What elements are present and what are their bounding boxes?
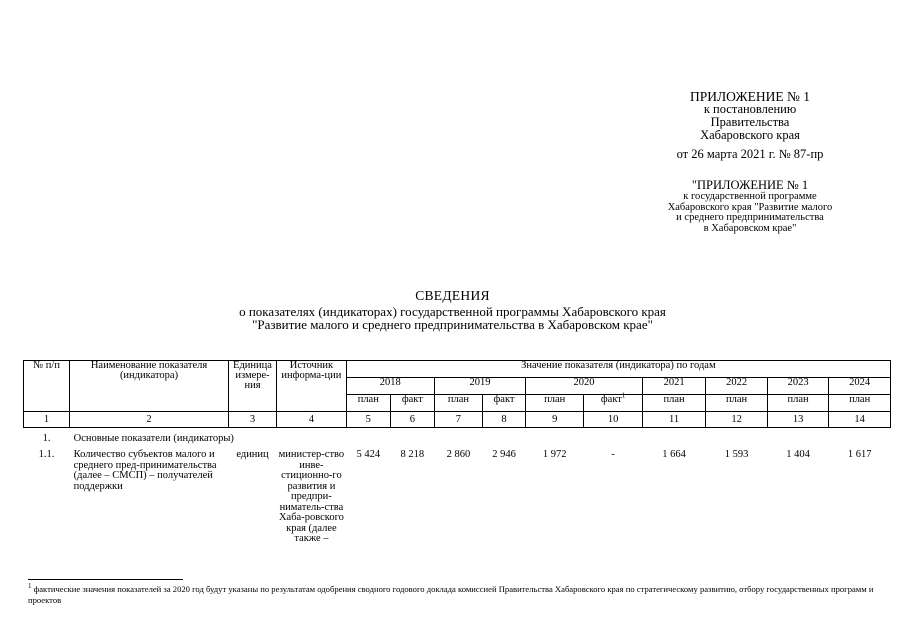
header-year: 2023 [767, 378, 828, 395]
section-row [24, 428, 891, 451]
appendix-1-line: к постановлению [703, 102, 797, 116]
col-number: 1 [24, 412, 70, 428]
value-2020-plan: 1 972 [542, 449, 567, 460]
header-year: 2024 [829, 378, 891, 395]
value-2024-plan: 1 617 [847, 449, 872, 460]
col-number: 8 [483, 412, 526, 428]
appendix-1-line: Правительства [710, 115, 790, 129]
header-plan: план [434, 395, 482, 412]
footnote-mark: 1 [621, 391, 626, 400]
appendix-1-title: ПРИЛОЖЕНИЕ № 1 [689, 89, 811, 104]
header-num: № п/п [24, 361, 70, 412]
col-number: 9 [526, 412, 584, 428]
col-number: 14 [829, 412, 891, 428]
header-unit: Единица измере-ния [228, 361, 276, 412]
header-year: 2019 [434, 378, 525, 395]
table-row [24, 450, 891, 545]
value-2020-fact: - [611, 449, 615, 460]
header-fact: факт [600, 394, 622, 405]
appendix-2-line: к государственной программе [683, 191, 817, 202]
appendix-1-date: от 26 марта 2021 г. № 87-пр [676, 147, 824, 161]
col-number: 3 [228, 412, 276, 428]
subtitle-line-2: "Развитие малого и среднего предпринимательства в Хабаровском крае" [252, 316, 653, 332]
appendix-2-line: и среднего предпринимательства [676, 212, 824, 223]
row-number: 1.1. [38, 449, 55, 460]
document-subtitle [0, 306, 905, 331]
header-fact-footnoted [584, 391, 642, 412]
appendix-1-line: Хабаровского края [700, 128, 800, 142]
col-number: 10 [584, 412, 642, 428]
footnote-divider [28, 579, 183, 580]
indicators-table [23, 360, 891, 545]
header-name: Наименование показателя (индикатора) [70, 361, 229, 412]
header-plan: план [706, 395, 767, 412]
col-number: 6 [390, 412, 434, 428]
header-values-group: Значение показателя (индикатора) по годам [346, 361, 890, 378]
value-2022-plan: 1 593 [724, 449, 749, 460]
footnote-mark: 1 [28, 582, 32, 591]
header-plan: план [767, 395, 828, 412]
appendix-2-line: Хабаровского края "Развитие малого [667, 201, 833, 213]
appendix-2-title: "ПРИЛОЖЕНИЕ № 1 [691, 178, 809, 192]
col-number: 4 [277, 412, 347, 428]
header-plan: план [829, 395, 891, 412]
col-number: 12 [706, 412, 767, 428]
footnote [28, 584, 888, 606]
header-plan: план [526, 395, 584, 412]
header-fact: факт [483, 395, 526, 412]
header-year: 2021 [642, 378, 706, 395]
subtitle-line-1: о показателях (индикаторах) государственной программы Хабаровского края [239, 304, 666, 319]
col-number: 5 [346, 412, 390, 428]
header-plan: план [346, 395, 390, 412]
header-fact: факт [390, 395, 434, 412]
section-title: Основные показатели (индикаторы) [73, 433, 234, 444]
value-2019-plan: 2 860 [446, 449, 471, 460]
row-indicator-name: Количество субъектов малого и среднего пред-принимательства (далее – СМСП) – получателей поддержки [73, 449, 217, 492]
col-number: 7 [434, 412, 482, 428]
value-2019-fact: 2 946 [492, 449, 516, 460]
header-year: 2020 [526, 378, 643, 395]
footnote-text: фактические значения показателей за 2020 год будут указаны по результатам одобрения сводного годового доклада комиссией Правительства Хабаровского края по стратегическому развитию, отбору государственных программ и проектов [28, 584, 874, 605]
column-numbers-row [24, 412, 891, 428]
header-year: 2018 [346, 378, 434, 395]
section-number: 1. [42, 433, 51, 444]
value-2018-fact: 8 218 [400, 449, 425, 460]
col-number: 2 [70, 412, 229, 428]
document-title: СВЕДЕНИЯ [415, 288, 490, 303]
value-2021-plan: 1 664 [662, 449, 686, 460]
header-year: 2022 [706, 378, 767, 395]
row-source: министер-ство инве-стиционно-го развития и предпри-ниматель-ства Хаба-ровского края (далее также – [278, 449, 345, 544]
value-2023-plan: 1 404 [786, 449, 810, 460]
col-number: 11 [642, 412, 706, 428]
appendix-2-line: в Хабаровском крае" [703, 222, 797, 234]
appendix-1-block [600, 90, 900, 161]
appendix-2-block [600, 178, 900, 234]
col-number: 13 [767, 412, 828, 428]
row-unit: единиц [236, 449, 269, 460]
header-source: Источник информа-ции [277, 361, 347, 412]
value-2018-plan: 5 424 [356, 449, 381, 460]
header-plan: план [642, 395, 706, 412]
